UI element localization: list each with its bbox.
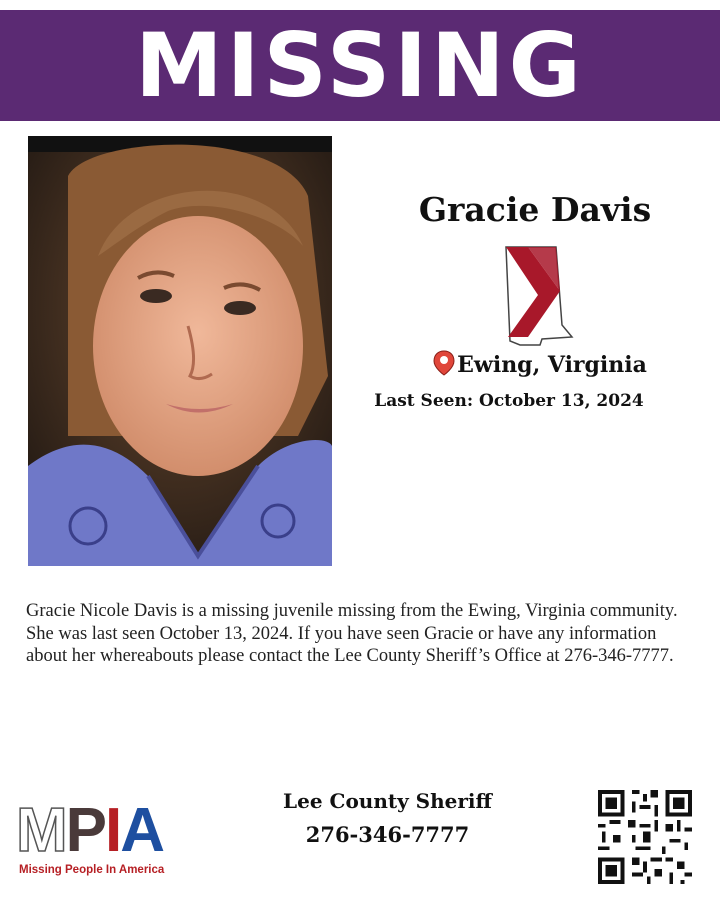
location-row xyxy=(390,350,690,378)
logo-letter-m: M xyxy=(16,796,66,865)
qr-code-icon[interactable] xyxy=(598,790,692,884)
location-text: Ewing, Virginia xyxy=(457,352,647,378)
map-pin-icon xyxy=(433,350,455,376)
logo-letter-a: A xyxy=(120,796,164,865)
description-text: Gracie Nicole Davis is a missing juvenile missing from the Ewing, Virginia community. She was last seen October 13, 2024. If you have seen Gracie or have any information about her whereabouts please contact the Lee County Sheriff’s Office at 276-346-7777. xyxy=(26,601,678,666)
banner-title: MISSING xyxy=(135,14,585,117)
contact-phone: 276-346-7777 xyxy=(305,822,470,847)
contact-agency: Lee County Sheriff xyxy=(283,789,492,813)
state-flag-map-icon xyxy=(498,245,578,350)
last-seen-date: Last Seen: October 13, 2024 xyxy=(374,391,644,411)
logo-letter-i: I xyxy=(105,796,121,865)
person-name: Gracie Davis xyxy=(418,190,652,229)
logo-letter-p: P xyxy=(65,796,106,865)
logo-letters xyxy=(16,798,163,864)
person-photo xyxy=(28,136,332,566)
mpia-logo xyxy=(16,798,191,883)
logo-tagline: Missing People In America xyxy=(19,864,165,876)
